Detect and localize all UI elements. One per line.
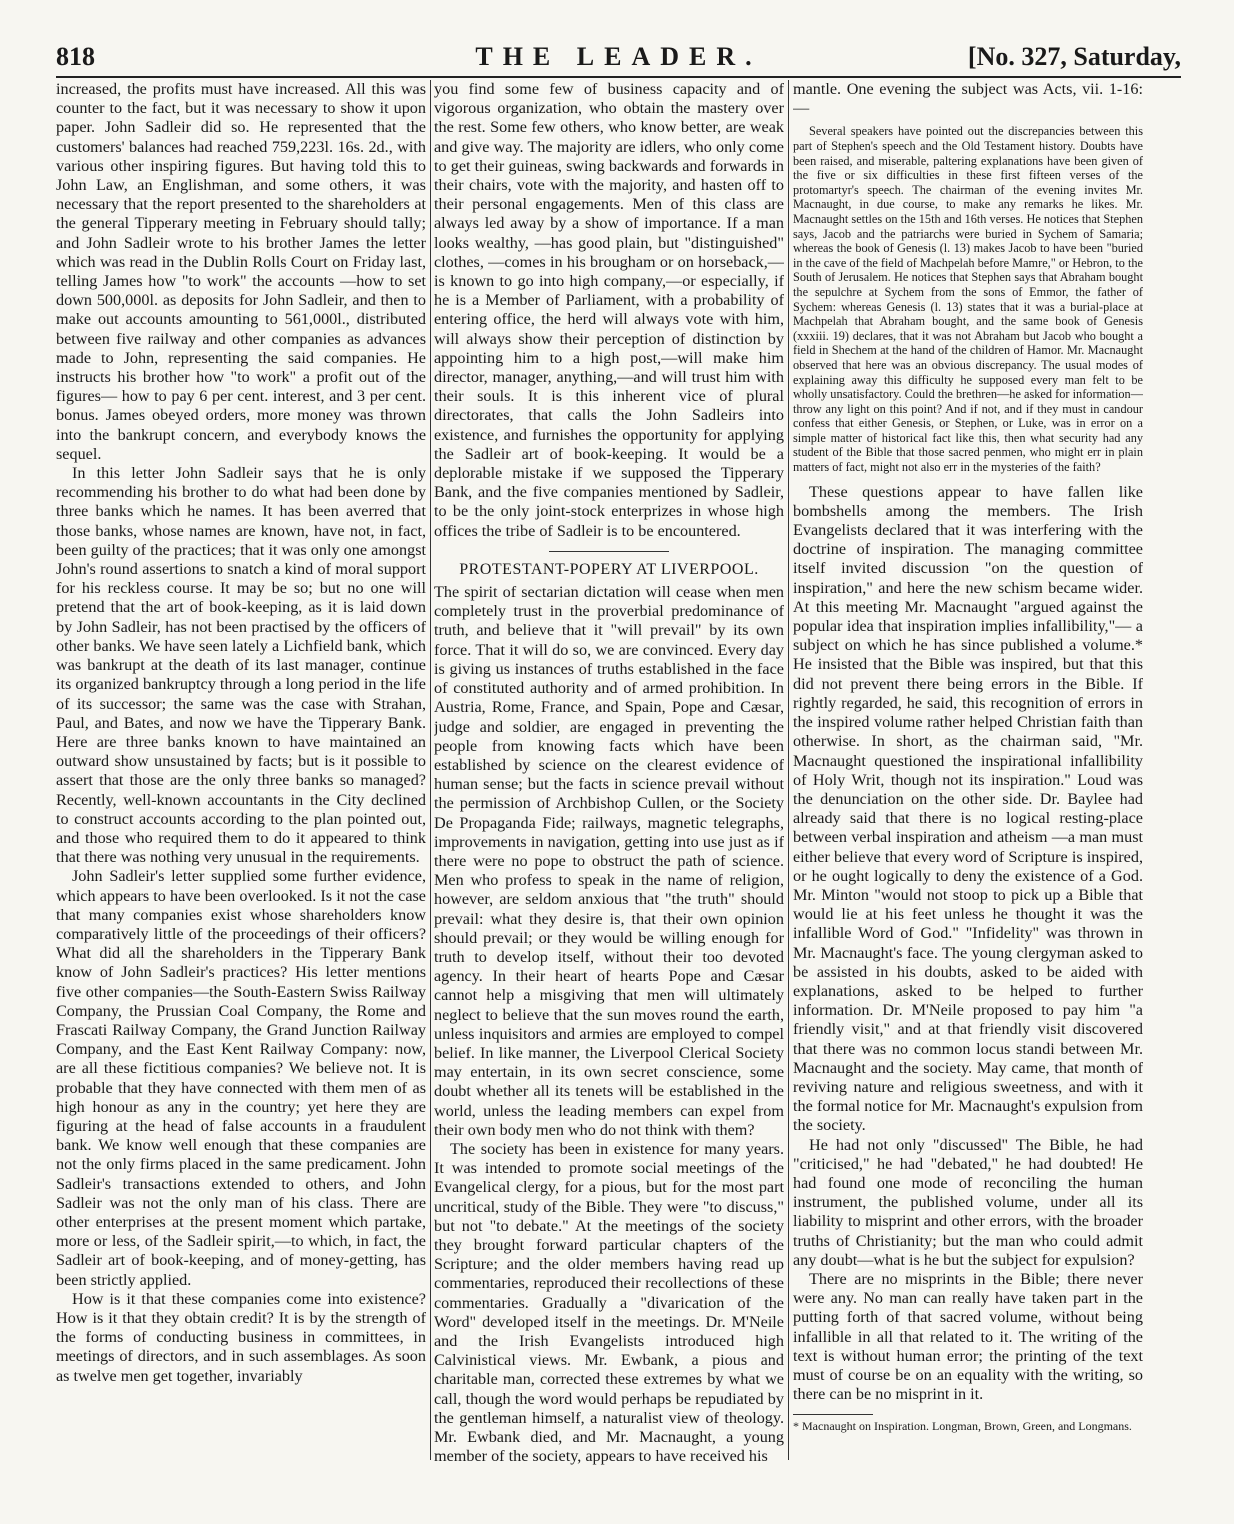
article-paragraph: The society has been in existence for many years. It was intended to promote social meetings of the Evangelical clergy, for a pious, but for the most part uncritical, study of the Bible. They were "to discuss," but not "to debate." At the meetings of the society they brought forward particular chapters of the Scripture; and the older members having read up commentaries, reproduced their recollections of these commentaries. Gradually a "divarication of the Word" developed itself in the meetings. Dr. M'Neile and the Irish Evangelists introduced high Calvinistical views. Mr. Ewbank, a pious and charitable man, corrected these extremes by what we call, though the word would perhaps be repudiated by the gentleman himself, a naturalist view of theology. Mr. Ewbank died, and Mr. Macnaught, a young member of the society, appears to have received his bbox=[434, 1139, 784, 1466]
article-paragraph: In this letter John Sadleir says that he is only recommending his brother to do what had been done by three banks which he names. It has been averred that those banks, whose names are known, have not, in fact, been guilty of the practices; that it was only one amongst John's round assertions to snatch a kind of moral support for his reckless course. It may be so; but no one will pretend that the art of book-keeping, as it is laid down by John Sadleir, has not been practised by the officers of other banks. We have seen lately a Lichfield bank, which was bankrupt at the death of its last manager, continue its organized bankruptcy through a long period in the life of its successor; the same was the case with Strahan, Paul, and Bates, and now we have the Tipperary Bank. Here are three banks known to have maintained an outward show unsustained by facts; but is it possible to assert that those are the only three banks so managed? Recently, well-known accountants in the City declined to construct accounts according to the plan pointed out, and those who required them to do it appeared to think that there was nothing very unusual in the requirements. bbox=[56, 464, 426, 867]
page-number: 818 bbox=[56, 42, 95, 71]
article-paragraph: How is it that these companies come into existence? How is it that they obtain credit? It is by the strength of the forms of conducting business in committees, in meetings of directors, and in such assemblages. As soon as twelve men get together, invariably bbox=[56, 1289, 426, 1385]
column-3 bbox=[793, 80, 1143, 1470]
column-divider bbox=[430, 80, 431, 1460]
article-paragraph: increased, the profits must have increased. All this was counter to the fact, but it was necessary to show it upon paper. John Sadleir did so. He represented that the customers' balances had reached 759,223l. 16s. 2d., with various other inspiring figures. But having told this to John Law, an Englishman, and some others, it was necessary that the report presented to the shareholders at the general Tipperary meeting in February should tally; and John Sadleir wrote to his brother James the letter which was read in the Dublin Rolls Court on Friday last, telling James how "to work" the accounts —how to set down 500,000l. as deposits for John Sadleir, and then to make out accounts amounting to 561,000l., distributed between five railway and other companies as advances made to John, representing the said companies. He instructs his brother how "to work" a profit out of the figures— how to pay 6 per cent. interest, and 3 per cent. bonus. James obeyed orders, more money was thrown into the bankrupt concern, and everybody knows the sequel. bbox=[56, 80, 426, 463]
column-1 bbox=[56, 80, 426, 1470]
article-heading: PROTESTANT-POPERY AT LIVERPOOL. bbox=[459, 560, 759, 578]
article-paragraph: The spirit of sectarian dictation will cease when men completely trust in the proverbial predominance of truth, and believe that it "will prevail" by its own force. That it will do so, we are convinced. Every day is giving us instances of truths established in the face of constituted authority and of armed prohibition. In Austria, Rome, France, and Spain, Pope and Cæsar, judge and soldier, are engaged in preventing the people from knowing facts which have been established by science on the clearest evidence of human sense; but the facts in science prevail without the permission of Archbishop Cullen, or the Society De Propaganda Fide; railways, magnetic telegraphs, improvements in navigation, getting into use just as if there were no pope to obstruct the path of science. Men who profess to speak in the name of religion, however, are seldom anxious that "the truth" should prevail: what they desire is, that their own opinion should prevail; or they would be willing enough for truth to develop itself, without their too devoted agency. In their heart of hearts Pope and Cæsar cannot help a misgiving that men will ultimately neglect to believe that the sun moves round the earth, unless inquisitors and armies are employed to compel belief. In like manner, the Liverpool Clerical Society may entertain, in its own secret conscience, some doubt whether all its tenets will be established in the world, unless the leading members can expel from their own body men who do not think with them? bbox=[434, 583, 784, 1139]
article-paragraph: you find some few of business capacity and of vigorous organization, who obtain the mastery over the rest. Some few others, who know better, are weak and give way. The majority are idlers, who only come to get their guineas, swing backwards and forwards in their chairs, vote with the majority, and hasten off to their personal engagements. Men of this class are always led away by a show of importance. If a man looks wealthy, —has good plain, but "distinguished" clothes, —comes in his brougham or on horseback,— is known to go into high company,—or especially, if he is a Member of Parliament, with a probability of entering office, the herd will always vote with him, will always show their perception of distinction by appointing him to a high post,—will make him director, manager, anything,—and will trust him with their souls. It is this inherent vice of plural directorates, that calls the John Sadleirs into existence, and furnishes the opportunity for applying the Sadleir art of book-keeping. It would be a deplorable mistake if we supposed the Tipperary Bank, and the five companies mentioned by Sadleir, to be the only joint-stock enterprizes in whose high offices the tribe of Sadleir is to be encountered. bbox=[434, 80, 784, 540]
article-paragraph: He had not only "discussed" The Bible, he had "criticised," he had "debated," he had doubted! He had found one mode of reconciling the human instrument, the published volume, under all its liability to misprint and other errors, with the broader truths of Christianity; but the man who could admit any doubt—what is he but the subject for expulsion? bbox=[793, 1135, 1143, 1269]
footnote: * Macnaught on Inspiration. Longman, Brown, Green, and Longmans. bbox=[793, 1419, 1132, 1434]
footnote-divider bbox=[793, 1414, 873, 1415]
article-paragraph: These questions appear to have fallen like bombshells among the members. The Irish Evangelists declared that it was interfering with the doctrine of inspiration. The managing committee itself invited discussion "on the question of inspiration," and here the new schism became wider. At this meeting Mr. Macnaught "argued against the popular idea that inspiration implies infallibility,"— a subject on which he has since published a volume.* He insisted that the Bible was inspired, but that this did not prevent there being errors in the Bible. If rightly regarded, he said, this recognition of errors in the inspired volume rather helped Christian faith than otherwise. In short, as the chairman said, "Mr. Macnaught questioned the inspirational infallibility of Holy Writ, though not its inspiration." Loud was the denunciation on the other side. Dr. Baylee had already said that there is no logical resting-place between verbal inspiration and atheism —a man must either believe that every word of Scripture is inspired, or he ought logically to deny the existence of a God. Mr. Minton "would not stoop to pick up a Bible that would lie at his feet unless he thought it was the infallible Word of God." "Infidelity" was thrown in Mr. Macnaught's face. The young clergyman asked to be assisted in his doubts, asked to be aided with explanations, asked to be helped to further information. Dr. M'Neile proposed to pay him "a friendly visit," and at that friendly visit discovered that there was no common locus standi between Mr. Macnaught and the society. May came, that month of reviving nature and religious sweetness, and with it the formal notice for Mr. Macnaught's expulsion from the society. bbox=[793, 482, 1143, 1135]
page-header bbox=[56, 42, 1181, 78]
article-paragraph: mantle. One evening the subject was Acts, vii. 1-16:— bbox=[793, 80, 1143, 118]
quoted-report: Several speakers have pointed out the discrepancies between this part of Stephen's speech and the Old Testament history. Doubts have been raised, and miserable, paltering explanations have been given of the five or six difficulties in these first fifteen verses of the protomartyr's speech. The chairman of the evening invites Mr. Macnaught, in due course, to make any remarks he likes. Mr. Macnaught settles on the 15th and 16th verses. He notices that Stephen says, Jacob and the patriarchs were buried in Sychem of Samaria; whereas the book of Genesis (l. 13) makes Jacob to have been "buried in the cave of the field of Machpelah before Mamre," or Hebron, to the South of Jerusalem. He notices that Stephen says that Abraham bought the sepulchre at Sychem from the sons of Emmor, the father of Sychem: whereas Genesis (l. 13) states that it was a burial-place at Machpelah that Abraham bought, and the same book of Genesis (xxxiii. 19) declares, that it was not Abraham but Jacob who bought a field in Shechem at the hand of the children of Hamor. Mr. Macnaught observed that here was an obvious discrepancy. The usual modes of explaining away this difficulty he supposed every man felt to be wholly unsatisfactory. Could the brethren—he asked for information—throw any light on this point? And if not, and if they must in candour confess that either Genesis, or Stephen, or Luke, was in error on a simple matter of historical fact like this, then what security had any student of the Bible that those sacred penmen, who might err in plain matters of fact, might not also err in the mysteries of the faith? bbox=[793, 124, 1143, 475]
column-2 bbox=[434, 80, 784, 1470]
article-paragraph: John Sadleir's letter supplied some further evidence, which appears to have been overlooked. Is it not the case that many companies exist whose shareholders know comparatively little of the proceedings of their officers? What did all the shareholders in the Tipperary Bank know of John Sadleir's practices? His letter mentions five other companies—the South-Eastern Swiss Railway Company, the Prussian Coal Company, the Rome and Frascati Railway Company, the Grand Junction Railway Company, and the East Kent Railway Company: now, are all these fictitious companies? We believe not. It is probable that they have connected with them men of as high honour as any in the country; yet here they are figuring at the head of false accounts in a fraudulent bank. We know well enough that these companies are not the only firms placed in the same predicament. John Sadleir's transactions extended to others, and John Sadleir was not the only man of his class. There are other enterprises at the present moment which partake, more or less, of the Sadleir spirit,—to which, in fact, the Sadleir art of book-keeping, and of money-getting, has been strictly applied. bbox=[56, 867, 426, 1289]
issue-label: [No. 327, Saturday, bbox=[967, 42, 1181, 71]
article-paragraph: There are no misprints in the Bible; there never were any. No man can really have taken part in the putting forth of that sacred volume, without being infallible in all that related to it. The writing of the text is without human error; the printing of the text must of course be on an equality with the writing, so there can be no misprint in it. bbox=[793, 1269, 1143, 1404]
section-divider bbox=[549, 551, 669, 552]
column-divider bbox=[788, 80, 789, 1460]
masthead-title: THE LEADER. bbox=[475, 42, 762, 71]
